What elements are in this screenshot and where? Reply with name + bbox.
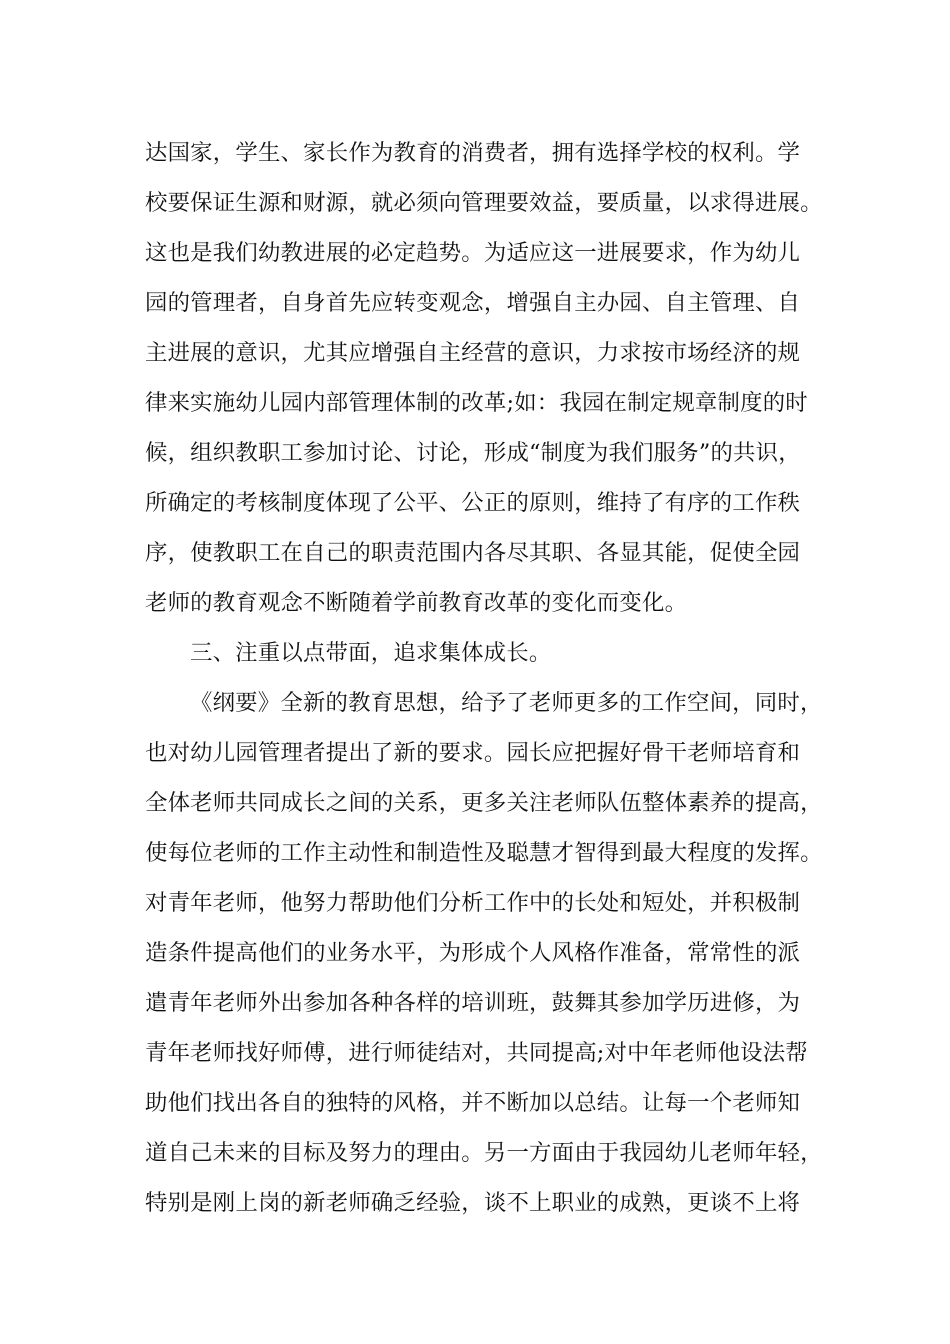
text-line: 使每位老师的工作主动性和制造性及聪慧才智得到最大程度的发挥。 <box>145 840 823 866</box>
text-line: 青年老师找好师傅，进行师徒结对，共同提高;对中年老师他设法帮 <box>145 1040 808 1066</box>
text-line: 序，使教职工在自己的职责范围内各尽其职、各显其能，促使全园 <box>145 540 801 566</box>
text-line: 也对幼儿园管理者提出了新的要求。园长应把握好骨干老师培育和 <box>145 740 801 766</box>
text-line: 特别是刚上岗的新老师确乏经验，谈不上职业的成熟，更谈不上将 <box>145 1190 801 1216</box>
section-heading: 三、注重以点带面，追求集体成长。 <box>190 640 552 666</box>
text-line: 律来实施幼儿园内部管理体制的改革;如：我园在制定规章制度的时 <box>145 390 808 416</box>
text-line: 对青年老师，他努力帮助他们分析工作中的长处和短处，并积极制 <box>145 890 801 916</box>
text-line: 老师的教育观念不断随着学前教育改革的变化而变化。 <box>145 590 688 616</box>
text-line: 这也是我们幼教进展的必定趋势。为适应这一进展要求，作为幼儿 <box>145 240 801 266</box>
paragraph-start: 《纲要》全新的教育思想，给予了老师更多的工作空间，同时， <box>190 690 823 716</box>
text-line: 主进展的意识，尤其应增强自主经营的意识，力求按市场经济的规 <box>145 340 801 366</box>
text-line: 道自己未来的目标及努力的理由。另一方面由于我园幼儿老师年轻， <box>145 1140 823 1166</box>
body-text <box>145 128 835 1228</box>
text-line: 助他们找出各自的独特的风格，并不断加以总结。让每一个老师知 <box>145 1090 801 1116</box>
text-line: 遣青年老师外出参加各种各样的培训班，鼓舞其参加学历进修，为 <box>145 990 801 1016</box>
text-line: 园的管理者，自身首先应转变观念，增强自主办园、自主管理、自 <box>145 290 801 316</box>
text-line: 达国家，学生、家长作为教育的消费者，拥有选择学校的权利。学 <box>145 140 801 166</box>
text-line: 所确定的考核制度体现了公平、公正的原则，维持了有序的工作秩 <box>145 490 801 516</box>
text-line: 全体老师共同成长之间的关系，更多关注老师队伍整体素养的提高， <box>145 790 823 816</box>
text-line: 造条件提高他们的业务水平，为形成个人风格作准备，常常性的派 <box>145 940 801 966</box>
text-line: 候，组织教职工参加讨论、讨论，形成“制度为我们服务”的共识， <box>145 440 801 466</box>
text-line: 校要保证生源和财源，就必须向管理要效益，要质量，以求得进展。 <box>145 190 823 216</box>
